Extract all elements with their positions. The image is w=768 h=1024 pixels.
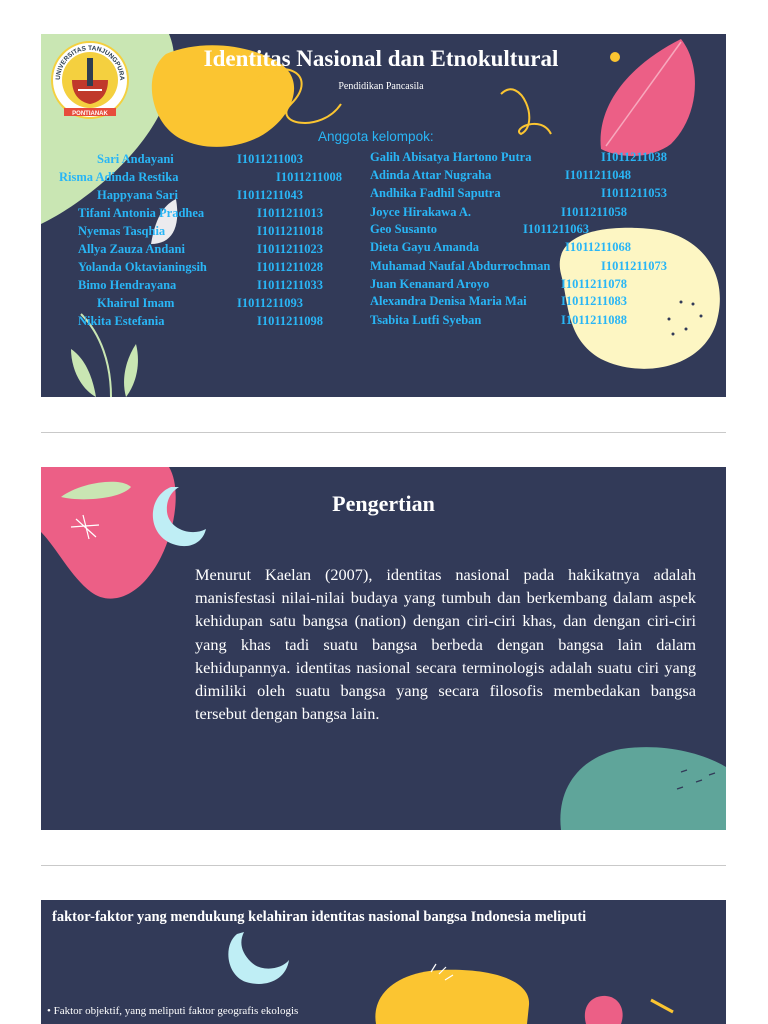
pink-figure-shape: [585, 996, 623, 1024]
svg-text:PONTIANAK: PONTIANAK: [72, 111, 108, 117]
definition-paragraph: Menurut Kaelan (2007), identitas nasional pada hakikatnya adalah manisfestasi nilai-nilai budaya yang tumbuh dan berkembang dalam aspek kehidupan satu bangsa (nation) dengan ciri-ciri khas, dan dengan ciri-ciri yang khas tadi suatu bangsa berbeda dengan bangsa lain dalam kehidupannya. identitas nasional secara terminologis adalah suatu ciri yang dimiliki oleh suatu bangsa yang secara filosofis membedakan bangsa tersebut dengan bangsa lain.: [195, 565, 696, 724]
slide-pengertian: [41, 467, 726, 830]
bullet-item: • Faktor objektif, yang meliputi faktor geografis ekologis: [47, 1005, 299, 1017]
teal-blob-shape: [560, 747, 726, 830]
member-nim: I1011211093: [237, 296, 303, 310]
svg-text:UNIVERSITAS TANJUNGPURA: UNIVERSITAS TANJUNGPURA: [54, 44, 126, 81]
member-nim: I1011211063: [523, 222, 589, 236]
member-nim: I1011211003: [237, 152, 303, 166]
member-nim: I1011211073: [601, 259, 667, 273]
member-name: Juan Kenanard Aroyo: [370, 277, 490, 291]
member-nim: I1011211068: [565, 240, 631, 254]
slide1-subtitle: Pendidikan Pancasila: [338, 81, 424, 92]
member-name: Risma Adinda Restika: [59, 170, 179, 184]
plant-leaf-shape-2: [124, 344, 138, 397]
member-nim: I1011211013: [257, 206, 323, 220]
member-name: Nyemas Tasqhia: [78, 224, 166, 238]
slide-faktor: [41, 900, 726, 1024]
member-name: Happyana Sari: [97, 188, 178, 202]
slide-divider: [41, 865, 726, 866]
member-nim: I1011211043: [237, 188, 303, 202]
member-name: Galih Abisatya Hartono Putra: [370, 150, 532, 164]
member-nim: I1011211088: [561, 313, 627, 327]
yellow-stick-shape: [651, 1000, 673, 1012]
member-nim: I1011211023: [257, 242, 323, 256]
member-name: Allya Zauza Andani: [78, 242, 185, 256]
member-nim: I1011211058: [561, 205, 627, 219]
member-name: Dieta Gayu Amanda: [370, 240, 480, 254]
member-nim: I1011211033: [257, 278, 323, 292]
slide1-title: Identitas Nasional dan Etnokultural: [203, 46, 559, 71]
member-nim: I1011211048: [565, 168, 631, 182]
member-name: Andhika Fadhil Saputra: [370, 186, 501, 200]
member-nim: I1011211018: [257, 224, 323, 238]
member-name: Geo Susanto: [370, 222, 438, 236]
slide2-title: Pengertian: [332, 491, 435, 516]
member-name: Adinda Attar Nugraha: [370, 168, 492, 182]
member-name: Joyce Hirakawa A.: [370, 205, 472, 219]
slide-divider: [41, 432, 726, 433]
member-name: Nikita Estefania: [78, 314, 165, 328]
yellow-squiggle-shape-2: [501, 89, 551, 134]
member-nim: I1011211083: [561, 294, 627, 308]
member-name: Yolanda Oktavianingsih: [78, 260, 207, 274]
member-name: Muhamad Naufal Abdurrochman: [370, 259, 551, 273]
member-name: Sari Andayani: [97, 152, 174, 166]
member-name: Bimo Hendrayana: [78, 278, 177, 292]
group-label: Anggota kelompok:: [318, 129, 434, 144]
plant-leaf-shape: [71, 349, 96, 397]
slide-identitas-nasional: [41, 34, 726, 397]
crescent-icon: [228, 932, 289, 984]
logo-text: [50, 40, 130, 124]
yellow-blob-shape: [375, 970, 529, 1024]
yellow-dot-shape: [610, 52, 620, 62]
member-name: Tsabita Lutfi Syeban: [370, 313, 482, 327]
member-name: Alexandra Denisa Maria Mai: [370, 294, 527, 308]
member-name: Tifani Antonia Pradhea: [78, 206, 205, 220]
member-nim: I1011211098: [257, 314, 323, 328]
slide3-title: faktor-faktor yang mendukung kelahiran identitas nasional bangsa Indonesia meliputi: [52, 909, 587, 925]
member-name: Khairul Imam: [97, 296, 175, 310]
member-nim: I1011211028: [257, 260, 323, 274]
member-nim: I1011211078: [561, 277, 627, 291]
member-nim: I1011211053: [601, 186, 667, 200]
member-nim: I1011211038: [601, 150, 667, 164]
member-nim: I1011211008: [276, 170, 342, 184]
